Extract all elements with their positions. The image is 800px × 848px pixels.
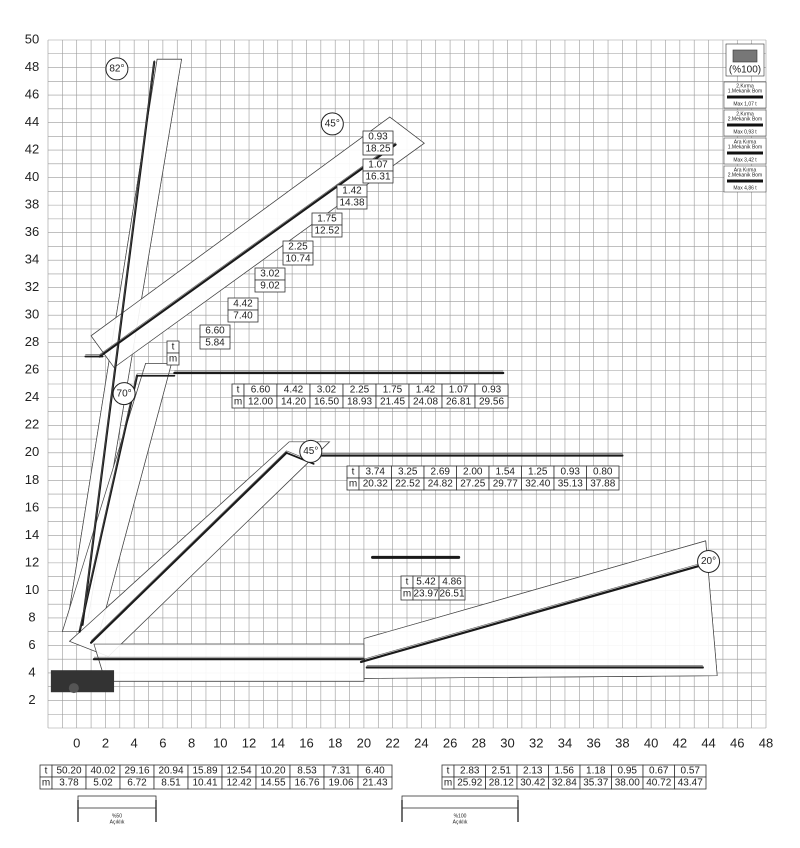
legend-item-max: Max 1,07 t — [733, 101, 757, 108]
load-20-t-head-text: t — [446, 765, 450, 777]
x-tick-label: 26 — [442, 735, 458, 751]
y-tick-label: 48 — [24, 58, 40, 74]
load-70-t-value: 1.75 — [382, 384, 403, 396]
load-45b-m-head-text: m — [348, 478, 358, 490]
y-tick-label: 10 — [24, 581, 40, 597]
outrigger-100-pct: %100 — [453, 813, 467, 820]
load-70-t-value: 2.25 — [349, 384, 370, 396]
load-70-m-value: 18.93 — [346, 396, 373, 408]
legend — [724, 44, 766, 192]
x-tick-label: 42 — [672, 735, 688, 751]
legend-item-max: Max 0,93 t — [733, 129, 757, 136]
load-horizontal-m-value: 6.72 — [127, 777, 147, 789]
y-tick-label: 8 — [28, 609, 36, 625]
load-horizontal-t-value: 6.40 — [365, 765, 385, 777]
legend-item-line1: 2.Kırma — [736, 111, 754, 118]
load-70-m-value: 16.50 — [313, 396, 340, 408]
load-horizontal-t-value: 7.31 — [331, 765, 351, 777]
angle-label: 20° — [700, 556, 717, 568]
load-70-t-value: 0.93 — [481, 384, 502, 396]
load-ext-t-head-text: t — [405, 576, 409, 588]
load-45b-m-value: 37.88 — [590, 478, 616, 490]
load-20-m-value: 43.47 — [677, 777, 703, 789]
y-tick-label: 34 — [24, 251, 40, 267]
load-horizontal-t-head-text: t — [44, 765, 48, 777]
load-horizontal-m-value: 5.02 — [93, 777, 113, 789]
load-horizontal-t-value: 40.02 — [90, 765, 116, 777]
load-20-t-value: 1.18 — [586, 765, 606, 777]
legend-item-line2: 1.Mekanik Bom — [727, 88, 763, 95]
x-tick-label: 46 — [730, 735, 745, 751]
crane-base-icon — [51, 670, 114, 692]
load-45b-t-value: 0.93 — [560, 466, 580, 478]
load-70-t-head-text: t — [236, 384, 240, 396]
angle-label: 82° — [109, 63, 125, 75]
y-tick-label: 24 — [24, 389, 40, 405]
load-45b-t-value: 0.80 — [593, 466, 613, 478]
load-45-t-value: 1.42 — [342, 185, 362, 197]
load-45-m-value: 14.38 — [339, 197, 365, 209]
y-tick-label: 28 — [24, 334, 40, 350]
load-20-m-value: 35.37 — [583, 777, 609, 789]
load-70-t-value: 6.60 — [250, 384, 271, 396]
load-45-t-value: 1.07 — [368, 159, 388, 171]
load-horizontal-m-value: 21.43 — [362, 777, 388, 789]
load-70-t-value: 1.07 — [448, 384, 469, 396]
x-tick-label: 16 — [299, 735, 314, 751]
load-horizontal-m-value: 8.51 — [161, 777, 181, 789]
x-tick-label: 0 — [73, 735, 81, 751]
x-tick-label: 36 — [586, 735, 601, 751]
legend-item-line1: 2.Kırma — [736, 83, 754, 90]
load-45b-m-value: 24.82 — [427, 478, 453, 490]
load-ext-t-value: 5.42 — [416, 576, 436, 588]
y-tick-label: 22 — [24, 416, 40, 432]
load-horizontal-t-value: 12.54 — [226, 765, 252, 777]
load-20-t-value: 2.13 — [523, 765, 543, 777]
load-20-t-value: 0.67 — [649, 765, 669, 777]
load-70-t-value: 3.02 — [316, 384, 337, 396]
load-45b-m-value: 35.13 — [557, 478, 583, 490]
load-ext-m-value: 23.97 — [413, 588, 439, 600]
x-tick-label: 2 — [101, 735, 110, 751]
x-tick-label: 32 — [529, 735, 544, 751]
load-20-t-value: 0.57 — [680, 765, 700, 777]
angle-label: 70° — [116, 388, 132, 400]
y-tick-label: 18 — [24, 471, 40, 487]
load-horizontal-t-value: 20.94 — [158, 765, 184, 777]
x-tick-label: 38 — [615, 735, 630, 751]
crane-truck-icon — [733, 50, 757, 62]
load-70-t-value: 1.42 — [415, 384, 436, 396]
x-tick-label: 48 — [758, 735, 774, 751]
load-45b-m-value: 27.25 — [460, 478, 486, 490]
load-horizontal-m-head-text: m — [41, 777, 51, 789]
x-tick-label: 24 — [414, 735, 429, 751]
legend-item-line1: Ara Kırma — [733, 167, 757, 174]
x-tick-label: 30 — [500, 735, 515, 751]
x-tick-label: 22 — [385, 735, 400, 751]
load-20-t-value: 2.51 — [491, 765, 511, 777]
load-horizontal-m-value: 19.06 — [328, 777, 354, 789]
crane-slew-icon — [69, 683, 79, 693]
x-tick-label: 14 — [270, 735, 285, 751]
outrigger-50-pct: %50 — [111, 813, 123, 820]
load-horizontal-m-value: 14.55 — [260, 777, 286, 789]
load-45b-m-value: 32.40 — [525, 478, 551, 490]
load-45-t-value: 4.42 — [233, 298, 253, 310]
x-tick-label: 4 — [130, 735, 138, 751]
load-horizontal-t-value: 15.89 — [192, 765, 218, 777]
load-45-m-value: 5.84 — [205, 337, 225, 349]
y-tick-label: 36 — [24, 224, 40, 240]
load-horizontal-m-value: 16.76 — [294, 777, 320, 789]
load-70-m-value: 29.56 — [478, 396, 505, 408]
load-20-m-head-text: m — [443, 777, 453, 789]
load-45-m-value: 18.25 — [365, 143, 391, 155]
legend-item-line2: 1.Mekanik Bom — [727, 144, 763, 151]
y-tick-label: 50 — [24, 31, 40, 47]
load-ext-t-value: 4.86 — [442, 576, 462, 588]
y-tick-label: 30 — [24, 306, 40, 322]
load-45b-t-value: 1.25 — [528, 466, 548, 478]
y-tick-label: 12 — [24, 554, 40, 570]
load-45-t-value: 0.93 — [368, 131, 388, 143]
load-horizontal-m-value: 10.41 — [192, 777, 218, 789]
legend-item-max: Max 4,86 t — [733, 185, 757, 192]
load-70-m-value: 14.20 — [280, 396, 307, 408]
load-horizontal-t-value: 29.16 — [124, 765, 150, 777]
load-45b-t-value: 2.69 — [430, 466, 450, 478]
x-tick-label: 40 — [643, 735, 659, 751]
y-tick-label: 20 — [24, 444, 40, 460]
outrigger-50-word: Açıklık — [109, 819, 125, 826]
y-tick-label: 2 — [28, 691, 36, 707]
y-tick-label: 6 — [28, 636, 36, 652]
load-20-t-value: 0.95 — [617, 765, 637, 777]
load-ext-m-value: 26.51 — [439, 588, 465, 600]
load-45-m-value: 16.31 — [365, 171, 391, 183]
angle-label: 45° — [303, 446, 319, 458]
load-20-t-value: 1.56 — [554, 765, 574, 777]
load-45b-m-value: 22.52 — [395, 478, 421, 490]
x-tick-label: 6 — [159, 735, 167, 751]
x-tick-label: 34 — [557, 735, 573, 751]
load-70-m-value: 12.00 — [247, 396, 274, 408]
y-tick-label: 26 — [24, 361, 40, 377]
load-45b-t-value: 2.00 — [463, 466, 483, 478]
load-45b-t-value: 1.54 — [495, 466, 515, 478]
angle-label: 45° — [324, 118, 340, 130]
load-horizontal-t-value: 50.20 — [56, 765, 82, 777]
load-45-m-value: 9.02 — [260, 280, 280, 292]
legend-header: (%100) — [728, 64, 762, 76]
y-tick-label: 42 — [24, 141, 40, 157]
x-tick-label: 18 — [327, 735, 343, 751]
x-tick-label: 20 — [356, 735, 372, 751]
load-45-t-value: 6.60 — [205, 325, 225, 337]
y-tick-label: 14 — [24, 526, 40, 542]
load-45-t-value: 2.25 — [288, 241, 308, 253]
load-45b-t-head-text: t — [351, 466, 355, 478]
load-70-t-value: 4.42 — [283, 384, 304, 396]
x-tick-label: 12 — [241, 735, 257, 751]
legend-item-line1: Ara Kırma — [733, 139, 757, 146]
load-20-m-value: 30.42 — [520, 777, 546, 789]
load-ext-m-head-text: m — [402, 588, 412, 600]
boom-sector-mask-5 — [94, 644, 364, 681]
load-45-m-value: 12.52 — [314, 225, 340, 237]
x-tick-label: 44 — [701, 735, 716, 751]
y-tick-label: 4 — [28, 664, 36, 680]
y-tick-label: 32 — [24, 279, 40, 295]
y-tick-label: 16 — [24, 499, 40, 515]
load-45b-m-value: 20.32 — [362, 478, 388, 490]
load-45-t-head-text: t — [171, 341, 175, 353]
load-20-t-value: 2.83 — [460, 765, 480, 777]
load-45-t-value: 1.75 — [317, 213, 337, 225]
load-20-m-value: 32.84 — [551, 777, 577, 789]
load-horizontal-m-value: 12.42 — [226, 777, 252, 789]
load-20-m-value: 38.00 — [614, 777, 640, 789]
x-tick-label: 8 — [187, 735, 196, 751]
load-45b-t-value: 3.25 — [398, 466, 418, 478]
load-20-m-value: 25.92 — [457, 777, 483, 789]
legend-item-line2: 2.Mekanik Bom — [727, 116, 763, 123]
y-tick-label: 40 — [24, 169, 40, 185]
x-tick-label: 10 — [213, 735, 228, 751]
outrigger-100-word: Açıklık — [452, 819, 468, 826]
load-45b-m-value: 29.77 — [492, 478, 518, 490]
load-20-m-value: 28.12 — [488, 777, 514, 789]
legend-item-max: Max 3,42 t — [733, 157, 757, 164]
load-horizontal-m-value: 3.78 — [59, 777, 79, 789]
y-tick-label: 46 — [24, 86, 40, 102]
y-tick-label: 38 — [24, 196, 40, 212]
load-45-t-value: 3.02 — [260, 268, 280, 280]
legend-item-line2: 2.Mekanik Bom — [727, 172, 763, 179]
load-20-m-value: 40.72 — [646, 777, 672, 789]
y-tick-label: 44 — [24, 113, 40, 129]
load-45-m-value: 7.40 — [233, 310, 253, 322]
load-70-m-head-text: m — [233, 396, 243, 408]
load-70-m-value: 21.45 — [379, 396, 406, 408]
x-tick-label: 28 — [471, 735, 487, 751]
load-horizontal-t-value: 10.20 — [260, 765, 286, 777]
load-70-m-value: 26.81 — [445, 396, 472, 408]
load-70-m-value: 24.08 — [412, 396, 439, 408]
load-45b-t-value: 3.74 — [365, 466, 385, 478]
load-45-m-value: 10.74 — [285, 253, 311, 265]
load-45-m-head-text: m — [168, 353, 178, 365]
load-horizontal-t-value: 8.53 — [297, 765, 317, 777]
